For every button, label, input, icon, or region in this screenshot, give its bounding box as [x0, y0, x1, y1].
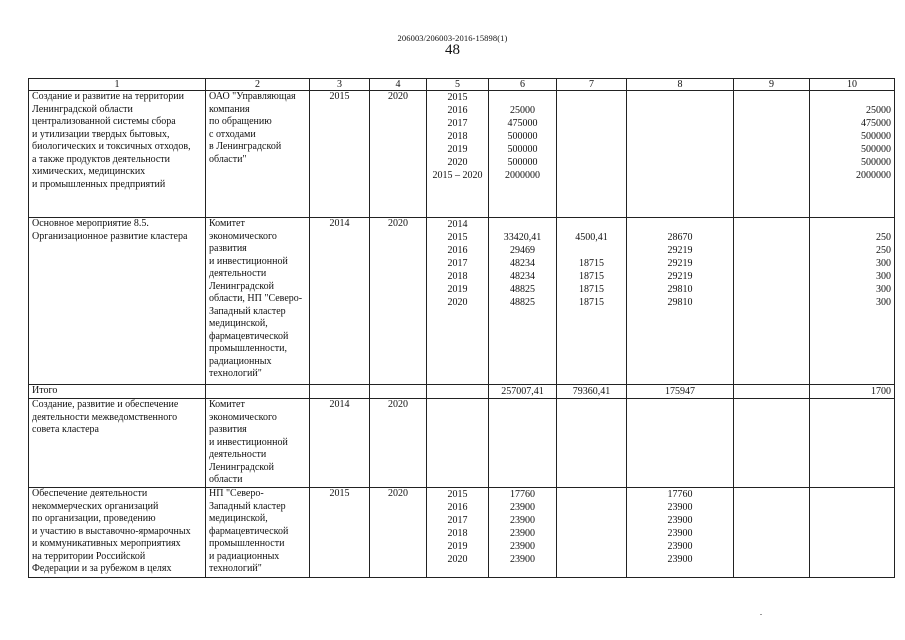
cell-line: деятельности межведомственного: [32, 411, 178, 423]
cell-line: 25000: [510, 105, 535, 116]
cell-line: 29810: [667, 284, 693, 295]
cell-line: 2018: [447, 528, 468, 539]
cell-line: 2017: [447, 118, 468, 129]
table-row: [29, 399, 895, 488]
cell-c6: [489, 218, 557, 385]
cell-line: 2019: [447, 284, 468, 295]
cell-line: деятельности: [209, 449, 267, 460]
cell-line: 17760: [667, 489, 693, 500]
cell-line: 500000: [507, 131, 538, 142]
cell-line: [630, 104, 730, 117]
cell-c4: [370, 385, 427, 399]
cell-line: [813, 527, 891, 540]
cell-line: [737, 169, 806, 182]
cell-line: с отходами: [209, 128, 256, 140]
table-row: [29, 218, 895, 385]
table-row: [29, 488, 895, 578]
cell-line: 475000: [861, 118, 891, 129]
column-header: 9: [734, 79, 810, 91]
cell-line: 23900: [510, 515, 535, 526]
cell-c6: [489, 91, 557, 218]
cell-c8: [627, 399, 734, 488]
cell-line: Комитет: [209, 399, 245, 410]
cell-line: некоммерческих организаций: [32, 500, 159, 512]
cell-c5: [427, 218, 489, 385]
cell-line: [737, 156, 806, 169]
cell-c4: [370, 91, 427, 218]
column-header: 1: [29, 79, 206, 91]
cell-c2: [206, 218, 310, 385]
cell-line: [630, 218, 730, 231]
cell-c2: [206, 385, 310, 399]
cell-c3: [310, 488, 370, 578]
cell-line: 2015: [447, 489, 468, 500]
cell-line: Комитет: [209, 218, 245, 229]
cell-line: [737, 91, 806, 104]
cell-c10: [810, 488, 895, 578]
cell-text: 2020: [388, 399, 408, 410]
cell-line: 2015: [447, 92, 468, 103]
cell-line: и коммуникативных мероприятиях: [32, 538, 181, 549]
cell-line: 2014: [447, 219, 468, 230]
cell-c7: [557, 218, 627, 385]
cell-c8: [627, 385, 734, 399]
column-number-row: [29, 79, 895, 91]
cell-c2: [206, 488, 310, 578]
cell-line: 300: [876, 271, 891, 282]
cell-line: [209, 385, 306, 398]
cell-line: 500000: [507, 144, 538, 155]
cell-line: [737, 143, 806, 156]
cell-line: [813, 553, 891, 566]
cell-line: медицинской,: [209, 513, 268, 524]
cell-line: Создание, развитие и обеспечение: [32, 399, 179, 410]
cell-c3: [310, 399, 370, 488]
cell-line: [737, 540, 806, 553]
table-body: [29, 79, 895, 578]
cell-line: 257007,41: [501, 386, 544, 397]
column-header: 7: [557, 79, 627, 91]
cell-line: [560, 104, 623, 117]
cell-c10: [810, 218, 895, 385]
cell-line: [560, 527, 623, 540]
cell-line: [560, 553, 623, 566]
cell-line: 25000: [866, 105, 891, 116]
cell-c6: [489, 399, 557, 488]
cell-line: [630, 169, 730, 182]
cell-line: технологий": [209, 563, 262, 574]
cell-line: фармацевтической: [209, 525, 289, 537]
cell-line: биологических и токсичных отходов,: [32, 141, 191, 152]
cell-line: Основное мероприятие 8.5.: [32, 218, 149, 229]
cell-line: экономического: [209, 230, 277, 242]
cell-c8: [627, 91, 734, 218]
cell-line: [560, 117, 623, 130]
cell-line: по обращению: [209, 116, 272, 127]
cell-line: [737, 218, 806, 231]
cell-line: 500000: [861, 144, 891, 155]
cell-line: промышленности: [209, 538, 285, 549]
cell-line: [560, 501, 623, 514]
cell-c5: [427, 91, 489, 218]
cell-line: в Ленинградской: [209, 141, 282, 152]
column-header: 8: [627, 79, 734, 91]
cell-line: [492, 218, 553, 231]
cell-line: [492, 91, 553, 104]
cell-line: 4500,41: [575, 232, 608, 243]
cell-text: 2014: [329, 399, 350, 410]
cell-line: 300: [876, 297, 891, 308]
cell-line: [737, 231, 806, 244]
cell-line: 500000: [507, 157, 538, 168]
cell-line: технологий": [209, 368, 262, 379]
cell-line: [737, 257, 806, 270]
cell-line: Обеспечение деятельности: [32, 488, 148, 499]
cell-line: [560, 488, 623, 501]
cell-line: Ленинградской: [209, 461, 274, 473]
cell-line: [813, 501, 891, 514]
cell-line: 48234: [510, 258, 535, 269]
cell-text: 2020: [388, 488, 408, 499]
cell-line: и инвестиционной: [209, 436, 288, 448]
cell-line: развития: [209, 424, 247, 435]
cell-line: 175947: [665, 386, 695, 397]
table-row: [29, 91, 895, 218]
cell-line: 29810: [667, 297, 693, 308]
cell-line: [737, 104, 806, 117]
cell-line: по организации, проведению: [32, 513, 156, 524]
cell-line: 2016: [447, 502, 468, 513]
cell-line: [630, 156, 730, 169]
cell-line: [737, 399, 806, 412]
cell-line: 48825: [510, 297, 535, 308]
cell-c4: [370, 488, 427, 578]
cell-c5: [427, 488, 489, 578]
cell-line: 23900: [667, 528, 693, 539]
cell-line: [737, 501, 806, 514]
column-header: 2: [206, 79, 310, 91]
cell-line: 2019: [447, 144, 468, 155]
cell-text: 2015: [329, 91, 350, 102]
cell-line: [813, 218, 891, 231]
cell-line: [630, 143, 730, 156]
column-header: 4: [370, 79, 427, 91]
cell-line: 250: [876, 245, 891, 256]
cell-line: 29219: [667, 271, 693, 282]
cell-line: [630, 399, 730, 412]
cell-line: деятельности: [209, 268, 267, 279]
cell-c7: [557, 399, 627, 488]
cell-c1: [29, 91, 206, 218]
cell-line: компания: [209, 103, 250, 115]
cell-line: [560, 514, 623, 527]
cell-line: [560, 244, 623, 257]
cell-line: Создание и развитие на территории: [32, 91, 184, 102]
cell-c9: [734, 91, 810, 218]
cell-c8: [627, 218, 734, 385]
column-header: 5: [427, 79, 489, 91]
cell-line: [737, 488, 806, 501]
cell-line: 17760: [510, 489, 535, 500]
cell-line: Ленинградской области: [32, 103, 133, 115]
cell-c1: [29, 218, 206, 385]
cell-text: 2020: [388, 91, 408, 102]
cell-line: 2018: [447, 131, 468, 142]
cell-c2: [206, 399, 310, 488]
cell-c2: [206, 91, 310, 218]
cell-line: [630, 130, 730, 143]
cell-c3: [310, 385, 370, 399]
cell-line: 1700: [871, 386, 891, 397]
cell-line: области, НП "Северо-: [209, 293, 303, 304]
cell-line: [737, 130, 806, 143]
page-number: 48: [445, 42, 460, 58]
cell-text: 2020: [388, 218, 408, 229]
table-row: [29, 385, 895, 399]
cell-line: централизованной системы сбора: [32, 116, 176, 127]
cell-line: на территории Российской: [32, 550, 146, 562]
cell-line: 23900: [667, 541, 693, 552]
cell-line: [737, 244, 806, 257]
cell-line: 23900: [667, 502, 693, 513]
cell-line: [737, 296, 806, 309]
cell-line: 2016: [447, 105, 468, 116]
cell-line: Западный кластер: [209, 500, 286, 512]
cell-line: 2020: [447, 297, 468, 308]
cell-line: [813, 514, 891, 527]
document-code: 206003/206003-2016-15898(1): [397, 33, 508, 43]
cell-line: 475000: [507, 118, 538, 129]
cell-line: [737, 385, 806, 398]
cell-line: 500000: [861, 131, 891, 142]
cell-line: 2000000: [856, 170, 891, 181]
cell-line: химических, медицинских: [32, 166, 146, 177]
column-header: 6: [489, 79, 557, 91]
cell-c8: [627, 488, 734, 578]
program-table: [28, 78, 895, 578]
cell-line: промышленности,: [209, 343, 287, 354]
cell-line: области": [209, 153, 247, 165]
cell-line: 79360,41: [572, 386, 611, 397]
cell-line: 2018: [447, 271, 468, 282]
cell-c5: [427, 399, 489, 488]
cell-c10: [810, 385, 895, 399]
cell-line: [813, 91, 891, 104]
cell-line: радиационных: [209, 355, 272, 367]
cell-line: [737, 514, 806, 527]
cell-line: Организационное развитие кластера: [32, 230, 188, 242]
cell-c1: [29, 385, 206, 399]
cell-line: 18715: [579, 297, 604, 308]
cell-c9: [734, 218, 810, 385]
cell-c6: [489, 385, 557, 399]
cell-text: 2015: [329, 488, 350, 499]
cell-line: 48825: [510, 284, 535, 295]
column-header: 10: [810, 79, 895, 91]
column-header: 3: [310, 79, 370, 91]
scan-speck: [760, 614, 762, 615]
cell-line: 33420,41: [503, 232, 542, 243]
cell-line: [737, 283, 806, 296]
cell-line: 23900: [510, 528, 535, 539]
cell-line: [737, 270, 806, 283]
cell-c7: [557, 488, 627, 578]
cell-line: и утилизации твердых бытовых,: [32, 128, 170, 140]
cell-line: 23900: [510, 541, 535, 552]
cell-line: [737, 553, 806, 566]
cell-line: 2020: [447, 554, 468, 565]
cell-line: и промышленных предприятий: [32, 178, 166, 190]
cell-line: Федерации и за рубежом в целях: [32, 563, 172, 574]
cell-c1: [29, 399, 206, 488]
cell-line: 2020: [447, 157, 468, 168]
cell-line: 2017: [447, 258, 468, 269]
cell-c4: [370, 218, 427, 385]
cell-line: [430, 399, 485, 412]
cell-line: [560, 218, 623, 231]
cell-line: 48234: [510, 271, 535, 282]
cell-line: [560, 399, 623, 412]
cell-line: экономического: [209, 411, 277, 423]
cell-line: 18715: [579, 284, 604, 295]
cell-line: 300: [876, 284, 891, 295]
cell-c7: [557, 385, 627, 399]
cell-line: 2015 – 2020: [432, 170, 483, 181]
cell-c9: [734, 399, 810, 488]
cell-line: 29219: [667, 245, 693, 256]
cell-line: 29219: [667, 258, 693, 269]
cell-line: [430, 385, 485, 398]
cell-line: развития: [209, 243, 247, 254]
cell-line: [560, 130, 623, 143]
cell-line: 29469: [510, 245, 535, 256]
cell-c10: [810, 399, 895, 488]
cell-line: и инвестиционной: [209, 255, 288, 267]
cell-text: 2014: [329, 218, 350, 229]
cell-line: [560, 169, 623, 182]
cell-c1: [29, 488, 206, 578]
cell-line: 250: [876, 232, 891, 243]
cell-line: 23900: [667, 515, 693, 526]
cell-line: совета кластера: [32, 424, 99, 435]
cell-line: и участию в выставочно-ярмарочных: [32, 525, 191, 537]
cell-line: Западный кластер: [209, 305, 286, 317]
cell-c3: [310, 91, 370, 218]
cell-line: [492, 399, 553, 412]
cell-line: 18715: [579, 258, 604, 269]
cell-line: [560, 156, 623, 169]
cell-line: 2019: [447, 541, 468, 552]
cell-line: [630, 91, 730, 104]
cell-line: медицинской,: [209, 318, 268, 329]
cell-line: 2016: [447, 245, 468, 256]
cell-line: НП "Северо-: [209, 488, 264, 499]
cell-line: [560, 143, 623, 156]
cell-line: 300: [876, 258, 891, 269]
cell-line: [560, 540, 623, 553]
cell-line: 23900: [510, 554, 535, 565]
cell-line: 18715: [579, 271, 604, 282]
cell-line: [737, 117, 806, 130]
cell-c9: [734, 385, 810, 399]
cell-line: 28670: [667, 232, 693, 243]
cell-line: Ленинградской: [209, 280, 274, 292]
cell-line: [560, 91, 623, 104]
cell-c9: [734, 488, 810, 578]
cell-line: [737, 527, 806, 540]
cell-line: [813, 488, 891, 501]
cell-line: 2000000: [505, 170, 540, 181]
cell-line: Итого: [32, 385, 58, 396]
cell-line: ОАО "Управляющая: [209, 91, 296, 102]
cell-line: фармацевтической: [209, 330, 289, 342]
cell-c5: [427, 385, 489, 399]
cell-c6: [489, 488, 557, 578]
cell-c7: [557, 91, 627, 218]
cell-line: 500000: [861, 157, 891, 168]
cell-line: 23900: [510, 502, 535, 513]
cell-line: 2017: [447, 515, 468, 526]
cell-line: 23900: [667, 554, 693, 565]
cell-c4: [370, 399, 427, 488]
cell-line: [630, 117, 730, 130]
cell-line: 2015: [447, 232, 468, 243]
cell-c10: [810, 91, 895, 218]
cell-line: а также продуктов деятельности: [32, 153, 171, 165]
cell-c3: [310, 218, 370, 385]
cell-line: [813, 540, 891, 553]
cell-line: области: [209, 474, 243, 485]
cell-line: [813, 399, 891, 412]
cell-line: и радиационных: [209, 550, 280, 562]
